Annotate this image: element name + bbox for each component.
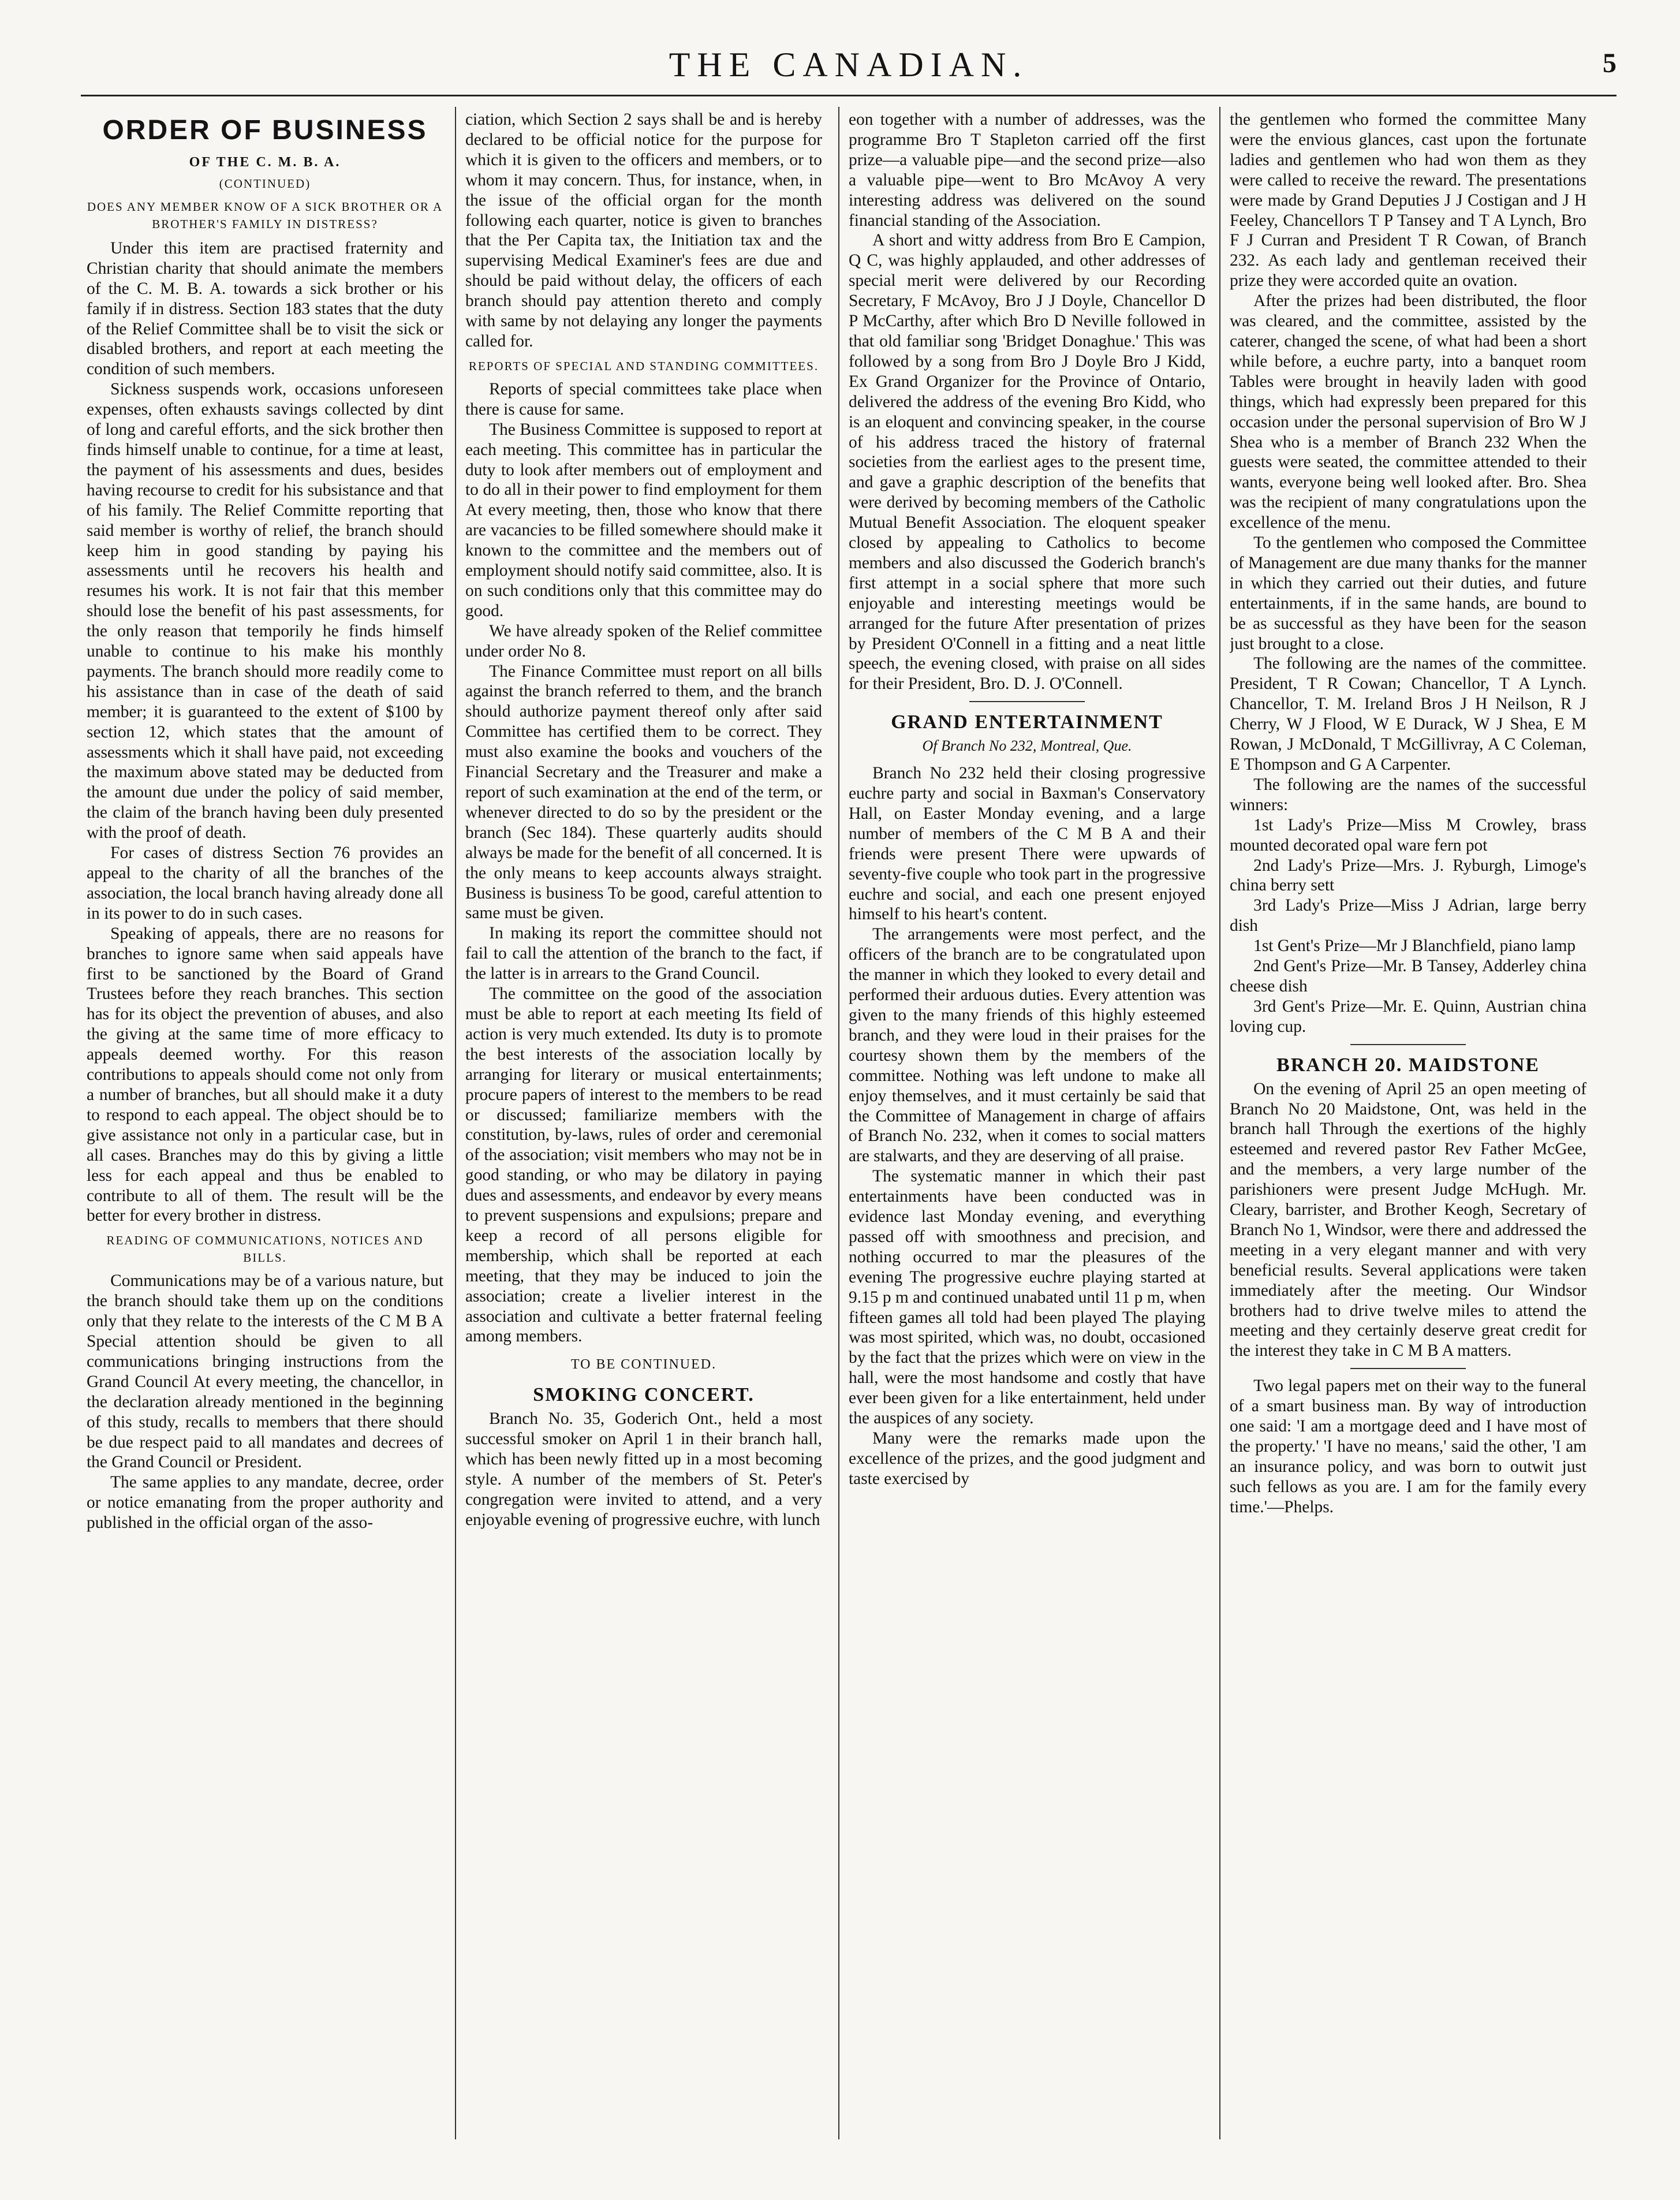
subsection-heading: READING OF COMMUNICATIONS, NOTICES AND BILLS.	[106, 1233, 424, 1265]
section-caption: (CONTINUED)	[219, 176, 311, 191]
column-4	[1230, 110, 1586, 2136]
paragraph-continued: ciation, which Section 2 says shall be and is hereby declared to be official notice for the purpose for which it is given to the officers and members, or to whom it may concern. Thus, for instance, when, in the issue of the official organ for the month following each quarter, notice is given to branches that the Per Capita tax, the Initiation tax and the supervising Medical Examiner's fees are due and should be paid without delay, the officers of each branch should pay attention thereto and comply with same by not delaying any longer the payments called for.	[465, 110, 822, 350]
paragraph: The Business Committee is supposed to report at each meeting. This committee has in particular the duty to look after members out of employment and to do all in their power to find employment for them At every meeting, then, those who know that there are vacancies to be filled somewhere should make it known to the committee and the members out of employment should notify said committee, also. It is on such conditions only that this committee may do good.	[465, 420, 822, 620]
page-number: 5	[1603, 48, 1616, 79]
paragraph: We have already spoken of the Relief committee under order No 8.	[465, 621, 822, 661]
article-headline: SMOKING CONCERT.	[533, 1384, 755, 1406]
paragraph: Two legal papers met on their way to the funeral of a smart business man. By way of introduction one said: 'I am a mortgage deed and I have most of the property.' 'I have no means,' said the other, 'I am an insurance policy, and was born to outwit just such fellows as you are. I am for the family every time.'—Phelps.	[1230, 1377, 1586, 1516]
paragraph: The arrangements were most perfect, and the officers of the branch are to be congratulated upon the manner in which they looked to every detail and performed their arduous duties. Every attention was given to the many friends of this highly esteemed branch, and they were loud in their praises for the courtesy shown them by the members of the committee. Nothing was left undone to make all enjoy themselves, and it must certainly be said that the Committee of Management in charge of affairs of Branch No. 232, when it comes to social matters are stalwarts, and they are deserving of all praise.	[849, 925, 1205, 1166]
paragraph: After the prizes had been distributed, the floor was cleared, and the committee, assisted by the caterer, changed the scene, of what had been a short while before, a euchre party, into a banquet room Tables were brought in heavily laden with good things, which had expressly been prepared for this occasion under the personal supervision of Bro W J Shea who is a member of Branch 232 When the guests were seated, the committee attended to their wants, everyone being well looked after. Bro. Shea was the recipient of many congratulations upon the excellence of the menu.	[1230, 292, 1586, 532]
article-headline: GRAND ENTERTAINMENT	[891, 711, 1163, 733]
paragraph: On the evening of April 25 an open meeting of Branch No 20 Maidstone, Ont, was held in the branch hall Through the exertions of the highly esteemed and revered pastor Rev Father McGee, and the members, a very large number of the parishioners were present Judge McHugh. Mr. Cleary, barrister, and Brother Keogh, Secretary of Branch No 1, Windsor, were there and addressed the meeting in a very elegant manner and with very beneficial results. Several applications were taken immediately after the meeting. Our Windsor brothers had to drive twelve miles to attend the meeting and they certainly deserve great credit for the interest they take in C M B A matters.	[1230, 1079, 1586, 1360]
article-separator	[1350, 1368, 1466, 1369]
paragraph: The committee on the good of the association must be able to report at each meeting Its field of action is very much extended. Its duty is to promote the best interests of the association locally by arranging for literary or musical entertainments; procure papers of interest to the members to be read or discussed; familiarize members with the constitution, by-laws, rules of order and ceremonial of the association; visit members who may not be in good standing, or who may be dilatory in paying dues and assessments, and endeavor by every means to prevent suspensions and expulsions; prepare and keep a record of all persons eligible for membership, which shall be reported at each meeting, that they may be induced to join the association; create a livelier interest in the association and cultivate a better fraternal feeling among members.	[465, 985, 822, 1346]
subsection-heading: REPORTS OF SPECIAL AND STANDING COMMITTEES.	[468, 359, 819, 373]
masthead-rule	[81, 95, 1616, 96]
paragraph: The same applies to any mandate, decree, order or notice emanating from the proper authority and published in the official organ of the asso-	[87, 1473, 443, 1532]
paragraph: 3rd Lady's Prize—Miss J Adrian, large berry dish	[1230, 896, 1586, 935]
newspaper-title: THE CANADIAN.	[669, 46, 1029, 84]
paragraph: 3rd Gent's Prize—Mr. E. Quinn, Austrian china loving cup.	[1230, 997, 1586, 1036]
article-dateline: Of Branch No 232, Montreal, Que.	[922, 737, 1132, 755]
masthead	[81, 45, 1616, 91]
paragraph: Communications may be of a various nature, but the branch should take them up on the conditions only that they relate to the interests of the C M B A Special attention should be given to all communications bringing instructions from the Grand Council At every meeting, the chancellor, in the declaration already mentioned in the beginning of this study, recalls to members that there should be due respect paid to all mandates and decrees of the Grand Council or President.	[87, 1271, 443, 1472]
article-separator	[1350, 1044, 1466, 1045]
paragraph: The Finance Committee must report on all bills against the branch referred to them, and the branch should authorize payment thereof only after said Committee has certified them to be correct. They must also examine the books and vouchers of the Financial Secretary and the Treasurer and make a report of such examination at the end of the term, or whenever directed to do so by the president or the branch (Sec 184). These quarterly audits should always be made for the benefit of all concerned. It is the only means to keep accounts always straight. Business is business To be good, careful attention to same must be given.	[465, 662, 822, 923]
column-divider	[838, 107, 839, 2139]
column-1	[87, 110, 443, 2136]
column-divider	[1219, 107, 1220, 2139]
section-subheading: OF THE C. M. B. A.	[189, 155, 341, 170]
column-3	[849, 110, 1205, 2136]
paragraph: Under this item are practised fraternity and Christian charity that should animate the members of the C. M. B. A. towards a sick brother or his family if in distress. Section 183 states that the duty of the Relief Committee shall be to visit the sick or disabled brothers, and report at each meeting the condition of such members.	[87, 238, 443, 379]
article-headline: BRANCH 20. MAIDSTONE	[1276, 1054, 1540, 1076]
paragraph: Branch No. 35, Goderich Ont., held a most successful smoker on April 1 in their branch hall, which has been newly fitted up in a most becoming style. A number of the members of St. Peter's congregation were invited to attend, and a very enjoyable evening of progressive euchre, with lunch	[465, 1410, 822, 1529]
paragraph: The following are the names of the committee. President, T R Cowan; Chancellor, T A Lynch. Chancellor, T. M. Ireland Bros J H Neilson, R J Cherry, W J Flood, W E Durack, W J Shea, E M Rowan, J McDonald, T McGillivray, A C Coleman, E Thompson and G A Carpenter.	[1230, 654, 1586, 774]
paragraph: Speaking of appeals, there are no reasons for branches to ignore same when said appeals have first to be sanctioned by the Board of Grand Trustees before they reach branches. This section has for its object the prevention of abuses, and also the giving at the same time of more efficacy to appeals deemed worthy. For this reason contributions to appeals should come not only from a number of branches, but all should make it a duty to respond to each appeal. The object should be to give assistance not only in a particular case, but in all cases. Branches may do this by giving a little less for each appeal and thus be enabled to contribute to all of them. The result will be the better for every brother in distress.	[87, 924, 443, 1225]
paragraph: 2nd Lady's Prize—Mrs. J. Ryburgh, Limoge's china berry sett	[1230, 856, 1586, 895]
section-caption: DOES ANY MEMBER KNOW OF A SICK BROTHER OR A BROTHER'S FAMILY IN DISTRESS?	[87, 199, 443, 231]
paragraph: Sickness suspends work, occasions unforeseen expenses, often exhausts savings collected by dint of long and careful efforts, and the sick brother then finds himself unable to continue, for a time at least, the payment of his assessments and dues, besides having recourse to credit for his subsistance and that of his family. The Relief Committe reporting that said member is worthy of relief, the branch should keep him in good standing by paying his assessments until he recovers his health and resumes his work. It is not fair that this member should lose the benefit of his past assessments, for the only reason that temporily he finds himself unable to continue to his make his monthly payments. The branch should more readily come to his assistance than in case of the death of said member; it is guaranteed to the extent of $100 by section 12, which states that the amount of assessments which it shall have paid, not exceeding the maximum above stated may be deducted from the amount due under the policy of said member, the claim of the branch having been duly presented with the proof of death.	[87, 380, 443, 842]
paragraph: In making its report the committee should not fail to call the attention of the branch to the fact, if the latter is in arrears to the Grand Council.	[465, 924, 822, 983]
column-2	[465, 110, 822, 2136]
paragraph: The following are the names of the successful winners:	[1230, 775, 1586, 814]
paragraph: Branch No 232 held their closing progressive euchre party and social in Baxman's Conservatory Hall, on Easter Monday evening, and a large number of members of the C M B A and their friends were present There were upwards of seventy-five couple who took part in the progressive euchre and social, and each one present enjoyed himself to his heart's content.	[849, 764, 1205, 924]
paragraph: Reports of special committees take place when there is cause for same.	[465, 379, 822, 419]
paragraph: 1st Lady's Prize—Miss M Crowley, brass mounted decorated opal ware fern pot	[1230, 815, 1586, 855]
column-divider	[455, 107, 456, 2139]
paragraph-continued: eon together with a number of addresses, was the programme Bro T Stapleton carried off the first prize—a valuable pipe—and the second prize—also a valuable pipe—went to Bro McAvoy A very interesting address was delivered on the sound financial standing of the Association.	[849, 110, 1205, 230]
paragraph: For cases of distress Section 76 provides an appeal to the charity of all the branches of the association, the local branch having already done all in its power to do in such cases.	[87, 844, 443, 923]
paragraph: 1st Gent's Prize—Mr J Blanchfield, piano lamp	[1253, 937, 1576, 956]
section-heading: ORDER OF BUSINESS	[102, 115, 428, 146]
article-separator	[969, 701, 1085, 702]
paragraph-continued: the gentlemen who formed the committee Many were the envious glances, cast upon the fortunate ladies and gentlemen who had won them as they were called to receive the reward. The presentations were made by Grand Deputies J J Costigan and J H Feeley, Chancellors T P Tansey and T A Lynch, Bro F J Curran and President T R Cowan, of Branch 232. As each lady and gentleman received their prize they were accorded quite an ovation.	[1230, 110, 1586, 290]
continued-note: TO BE CONTINUED.	[570, 1357, 717, 1373]
paragraph: A short and witty address from Bro E Campion, Q C, was highly applauded, and other addresses of special merit were delivered by our Recording Secretary, F McAvoy, Bro J J Doyle, Chancellor D P McCarthy, after which Bro D Neville followed in that old familiar song 'Bridget Donaghue.' This was followed by a song from Bro J Doyle Bro J Kidd, Ex Grand Organizer for the Province of Ontario, delivered the address of the evening Bro Kidd, who is an eloquent and convincing speaker, in the course of his address traced the history of fraternal societies from the earliest ages to the present time, and gave a graphic description of the benefits that were derived by becoming members of the Catholic Mutual Benefit Association. The eloquent speaker closed by appealing to Catholics to become members and also discussed the Goderich branch's first attempt in a social sphere that more such enjoyable and interesting meetings would be arranged for the future After presentation of prizes by President O'Connell in a fitting and a neat little speech, the evening closed, with praise on all sides for their President, Bro. D. J. O'Connell.	[849, 231, 1205, 693]
paragraph: The systematic manner in which their past entertainments have been conducted was in evidence last Monday evening, and everything passed off with smoothness and precision, and nothing occurred to mar the pleasures of the evening The progressive euchre playing started at 9.15 p m and continued unabated until 11 p m, when fifteen games all told had been played The playing was most spirited, which was, no doubt, occasioned by the fact that the prizes which were on view in the hall, were the most handsome and costly that have ever been given for a like entertainment, held under the auspices of any society.	[849, 1167, 1205, 1428]
paragraph: Many were the remarks made upon the excellence of the prizes, and the good judgment and taste exercised by	[849, 1429, 1205, 1488]
paragraph: 2nd Gent's Prize—Mr. B Tansey, Adderley china cheese dish	[1230, 957, 1586, 995]
paragraph: To the gentlemen who composed the Committee of Management are due many thanks for the manner in which they carried out their duties, and future entertainments, if in the same hands, are bound to be as successful as they have been for the season just brought to a close.	[1230, 534, 1586, 653]
